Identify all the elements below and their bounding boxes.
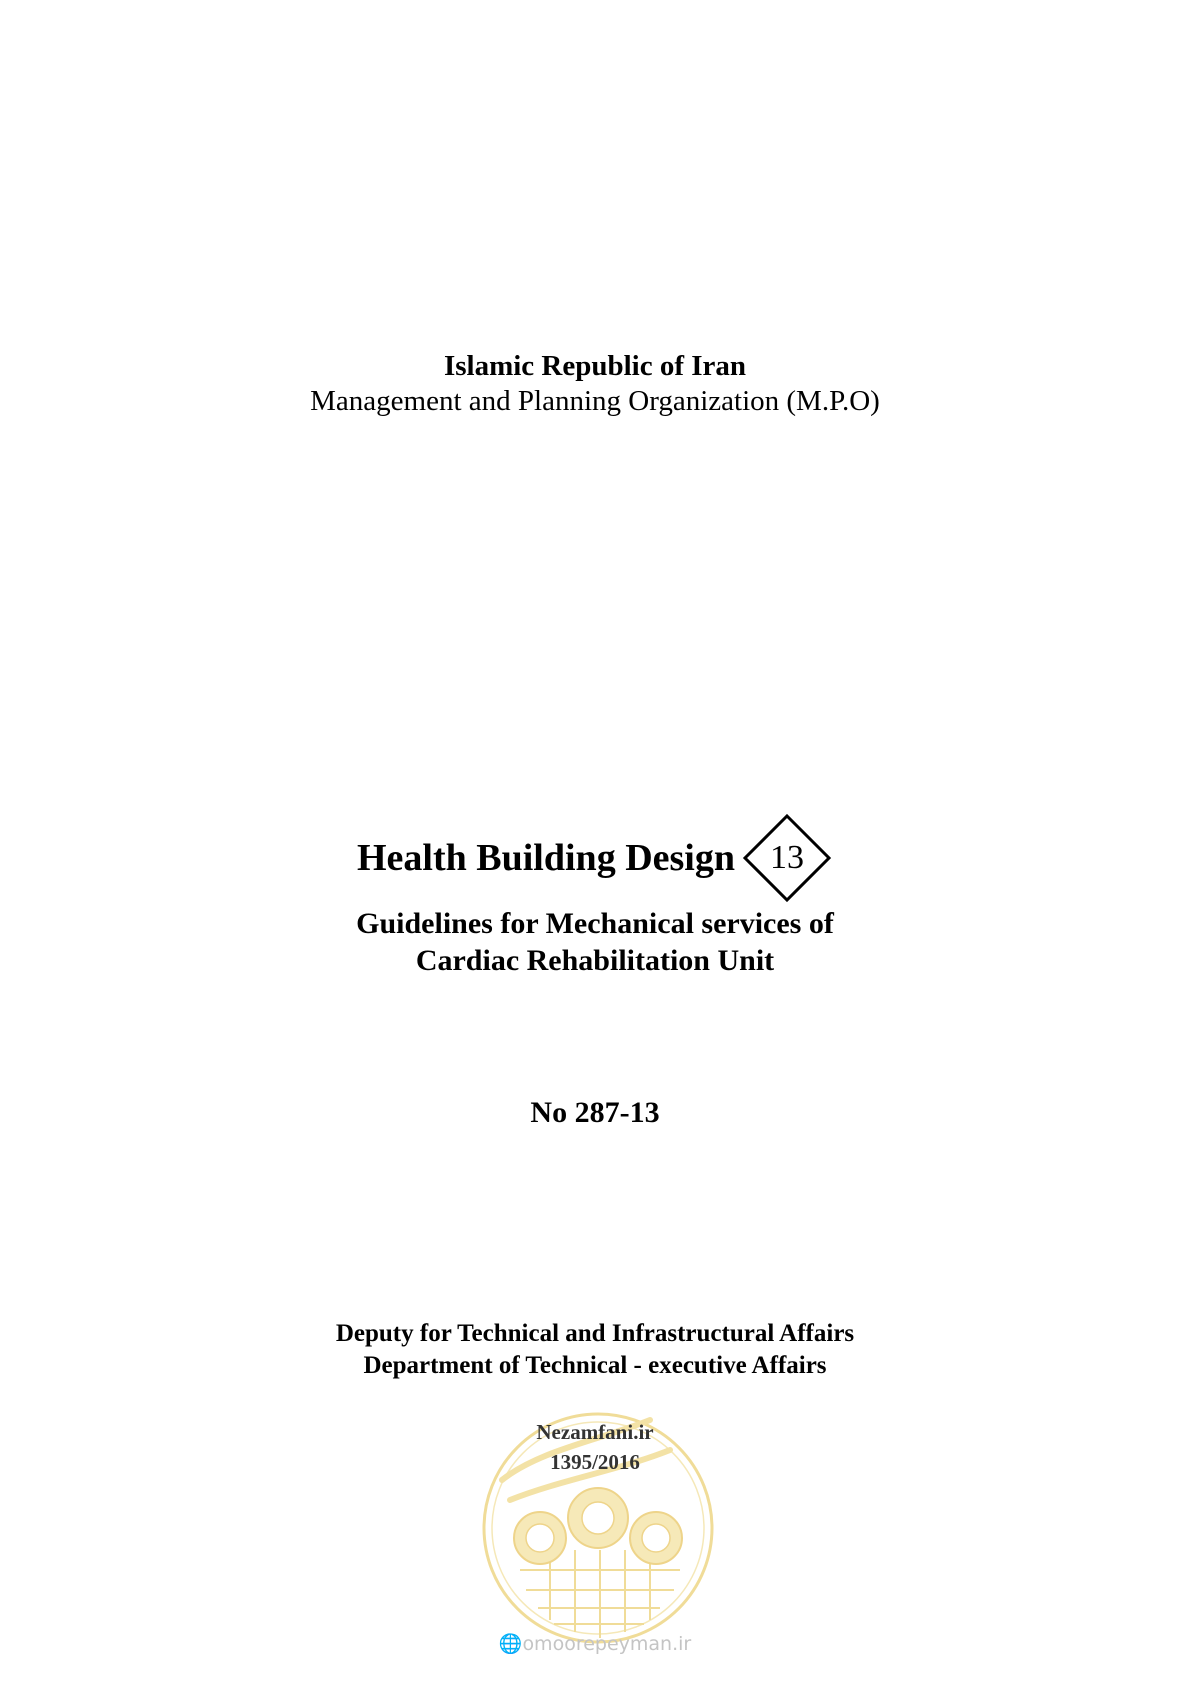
seal-logo <box>480 1410 716 1646</box>
issuer-deputy: Deputy for Technical and Infrastructural Affairs <box>335 1320 855 1347</box>
series-number: 13 <box>769 839 804 876</box>
document-number: No 287-13 <box>530 1096 660 1129</box>
subtitle-line-2: Cardiac Rehabilitation Unit <box>415 944 775 977</box>
watermark-text: omoorepeyman.ir <box>522 1633 692 1655</box>
stamp-year: 1395/2016 <box>550 1450 640 1474</box>
series-number-badge <box>741 812 833 904</box>
series-title: Health Building Design <box>357 837 735 879</box>
issuer-department: Department of Technical - executive Affairs <box>363 1352 827 1379</box>
stamp-site: Nezamfani.ir <box>536 1420 654 1444</box>
watermark <box>0 1632 1190 1655</box>
globe-icon: 🌐 <box>498 1633 523 1655</box>
subtitle-line-1: Guidelines for Mechanical services of <box>356 907 834 940</box>
country-name: Islamic Republic of Iran <box>443 350 747 382</box>
series-title-row <box>0 812 1190 892</box>
organization-name: Management and Planning Organization (M.P.O) <box>310 385 880 417</box>
